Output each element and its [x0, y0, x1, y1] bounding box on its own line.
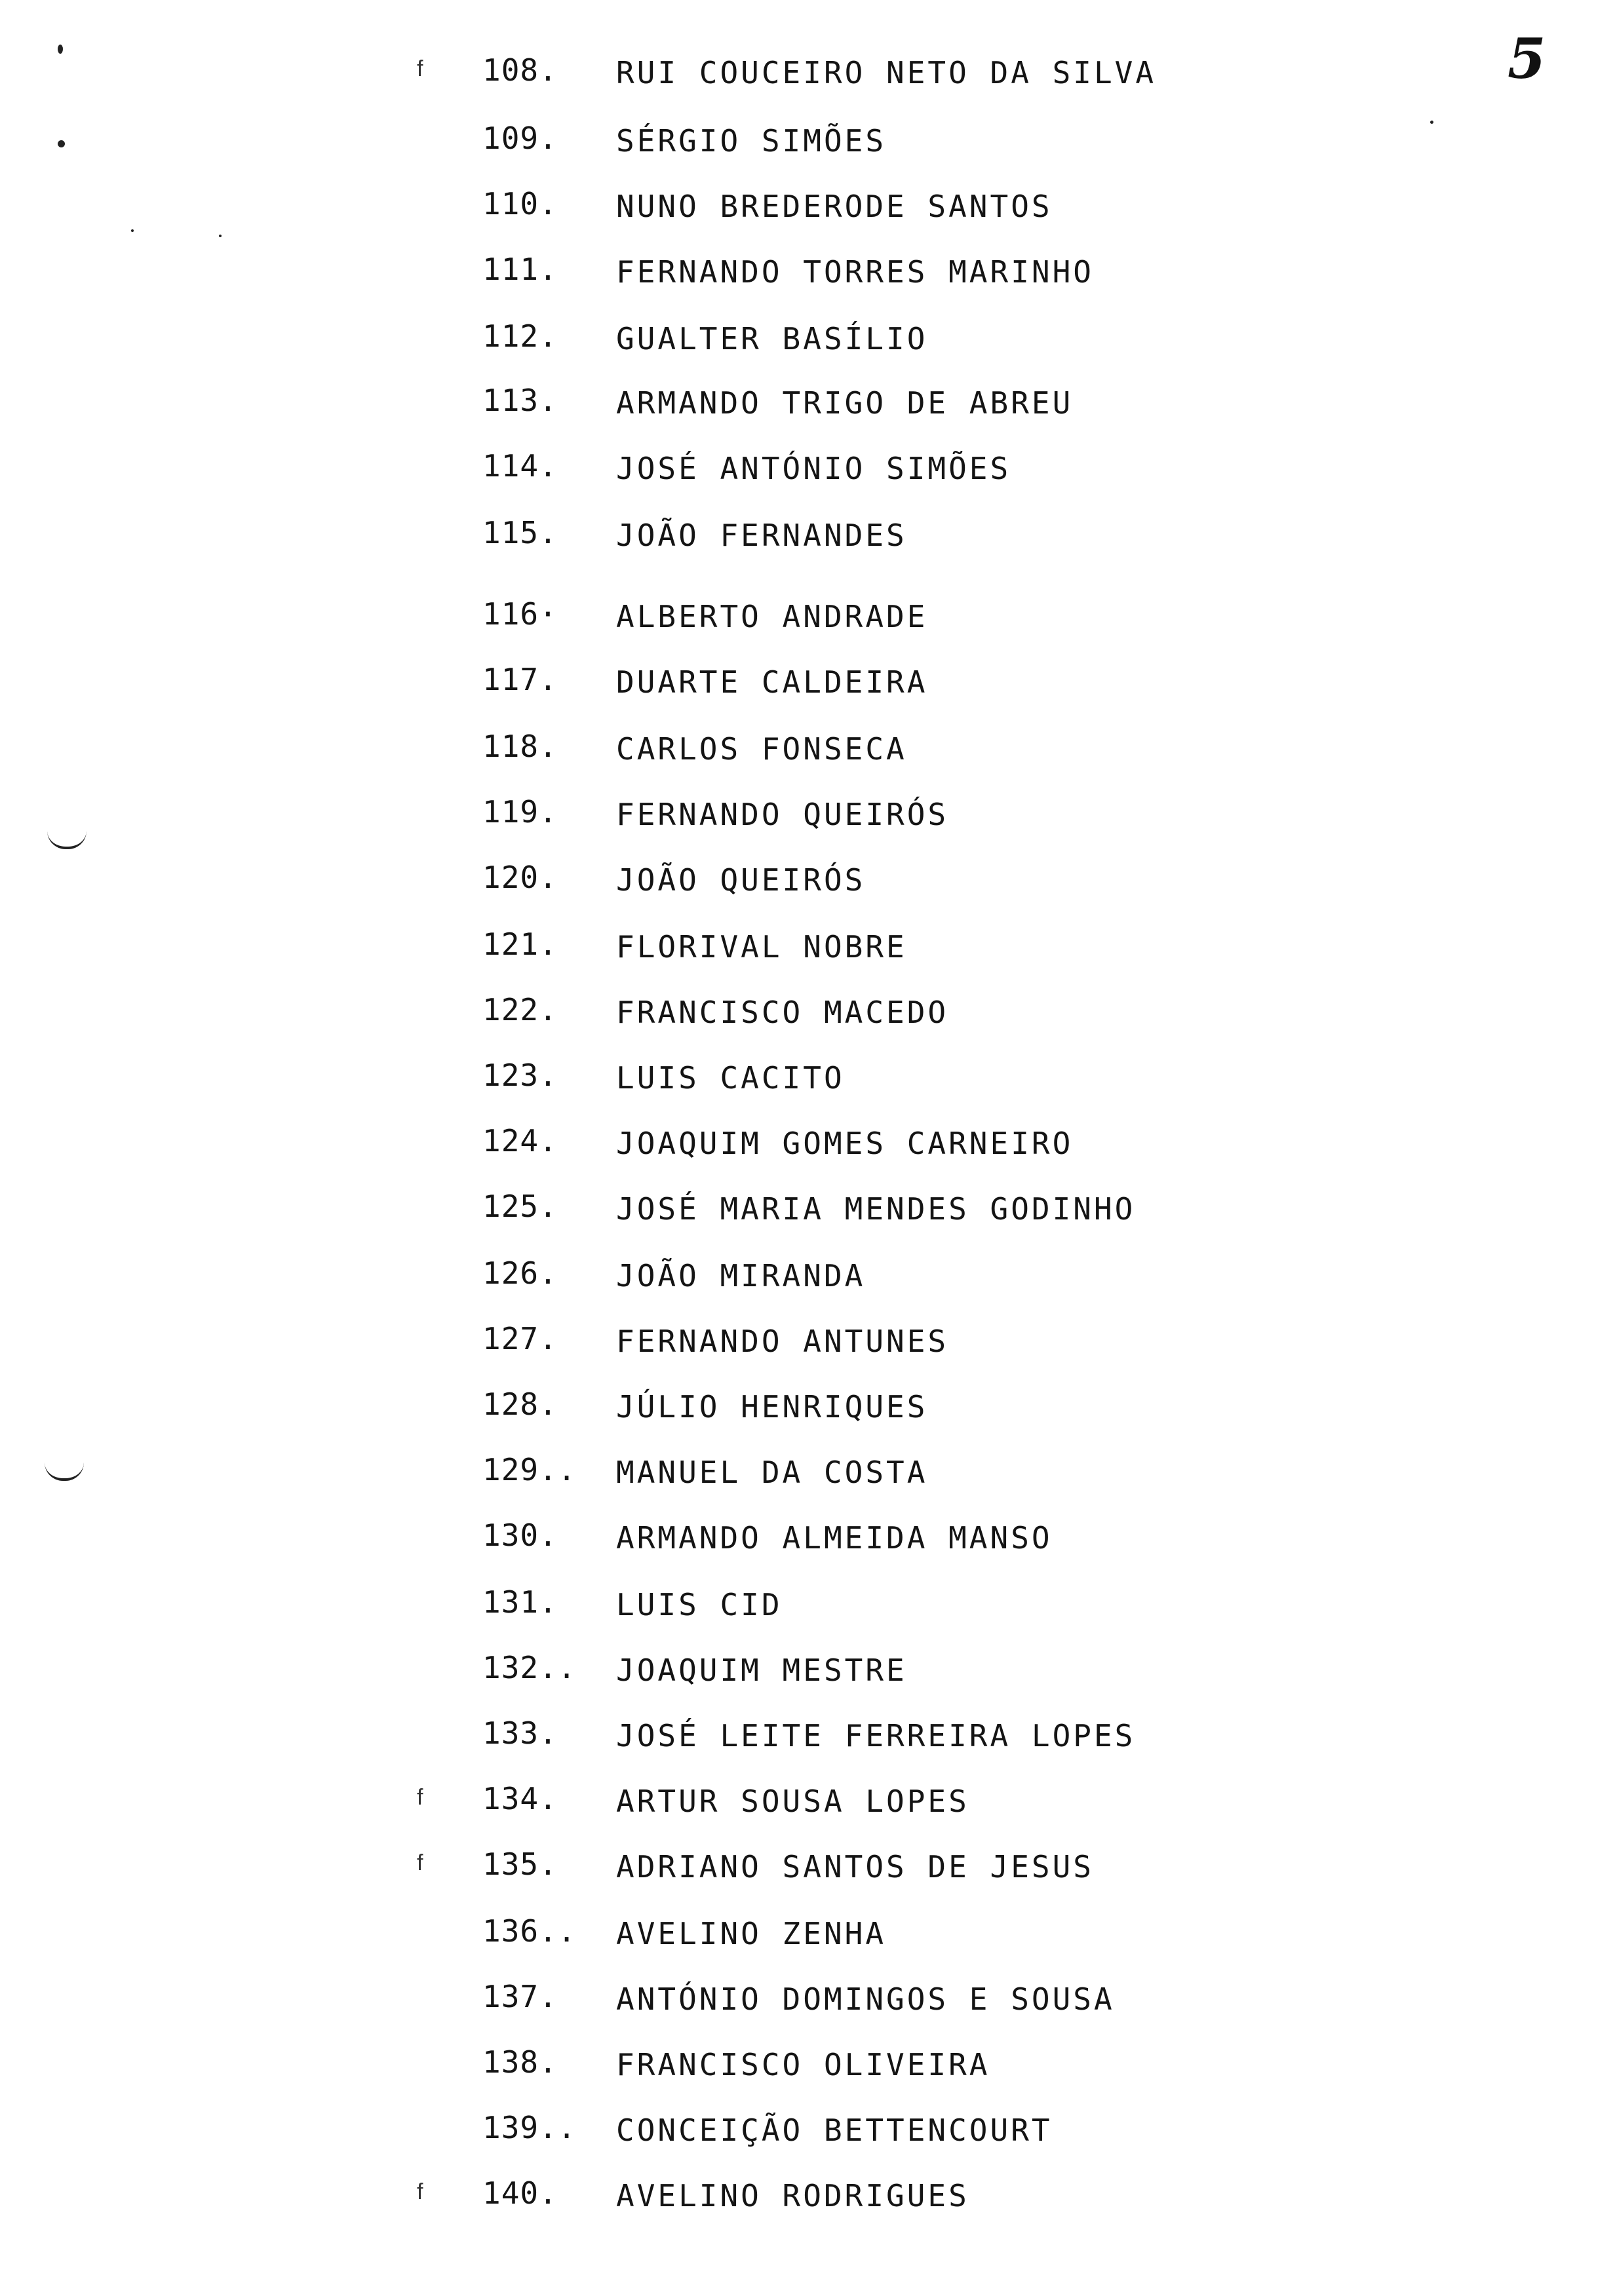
margin-annotation: f [417, 1785, 423, 1810]
list-item [0, 1518, 1615, 1577]
margin-annotation: f [417, 56, 423, 81]
entry-number: 133. [482, 1715, 558, 1751]
list-item [0, 1189, 1615, 1248]
list-item [0, 1452, 1615, 1511]
entry-name: RUI COUCEIRO NETO DA SILVA [616, 55, 1157, 90]
list-item [0, 1321, 1615, 1380]
entry-name: FERNANDO TORRES MARINHO [616, 254, 1094, 290]
entry-number: 120. [482, 860, 558, 895]
list-item [0, 1913, 1615, 1972]
entry-number: 110. [482, 186, 558, 221]
entry-number: 119. [482, 794, 558, 830]
entry-number: 140. [482, 2175, 558, 2211]
entry-name: AVELINO ZENHA [616, 1916, 887, 1951]
entry-name: FRANCISCO OLIVEIRA [616, 2047, 990, 2082]
list-item [0, 729, 1615, 788]
list-item [0, 448, 1615, 507]
entry-name: JOSÉ LEITE FERREIRA LOPES [616, 1718, 1136, 1753]
entry-name: ARTUR SOUSA LOPES [616, 1784, 969, 1819]
entry-number: 124. [482, 1123, 558, 1158]
list-item [0, 2175, 1615, 2234]
entry-number: 128. [482, 1387, 558, 1422]
margin-annotation: f [417, 2179, 423, 2204]
list-item [0, 927, 1615, 985]
entry-name: CARLOS FONSECA [616, 731, 907, 767]
entry-name: AVELINO RODRIGUES [616, 2178, 969, 2213]
list-item [0, 383, 1615, 442]
entry-name: FLORIVAL NOBRE [616, 929, 907, 965]
entry-name: DUARTE CALDEIRA [616, 664, 928, 700]
entry-name: ALBERTO ANDRADE [616, 599, 928, 634]
entry-name: MANUEL DA COSTA [616, 1455, 928, 1490]
list-item [0, 1781, 1615, 1840]
entry-number: 126. [482, 1255, 558, 1291]
list-item [0, 662, 1615, 721]
entry-name: SÉRGIO SIMÕES [616, 123, 887, 159]
entry-name: CONCEIÇÃO BETTENCOURT [616, 2113, 1053, 2148]
list-item [0, 1650, 1615, 1709]
entry-name: FERNANDO ANTUNES [616, 1324, 949, 1359]
entry-name: ARMANDO ALMEIDA MANSO [616, 1520, 1053, 1556]
entry-name: FERNANDO QUEIRÓS [616, 797, 949, 832]
entry-name: JOÃO MIRANDA [616, 1258, 866, 1293]
entry-name: ANTÓNIO DOMINGOS E SOUSA [616, 1981, 1115, 2017]
list-item [0, 1846, 1615, 1905]
entry-name: ADRIANO SANTOS DE JESUS [616, 1849, 1094, 1885]
entry-number: 115. [482, 515, 558, 550]
entry-number: 116· [482, 596, 558, 632]
entry-number: 112. [482, 318, 558, 354]
page-number: 5 [1508, 26, 1546, 91]
list-item [0, 2044, 1615, 2103]
entry-number: 113. [482, 383, 558, 418]
list-item [0, 1387, 1615, 1445]
entry-name: JOÃO FERNANDES [616, 518, 907, 553]
list-item [0, 1715, 1615, 1774]
entry-name: NUNO BREDERODE SANTOS [616, 189, 1053, 224]
entry-name: JÚLIO HENRIQUES [616, 1389, 928, 1425]
entry-number: 135. [482, 1846, 558, 1882]
entry-name: GUALTER BASÍLIO [616, 321, 928, 356]
entry-number: 130. [482, 1518, 558, 1553]
entry-name: JOÃO QUEIRÓS [616, 862, 866, 898]
entry-number: 122. [482, 992, 558, 1027]
entry-name: JOSÉ ANTÓNIO SIMÕES [616, 451, 1011, 486]
entry-number: 117. [482, 662, 558, 697]
list-item [0, 1979, 1615, 2038]
list-item [0, 318, 1615, 377]
entry-name: LUIS CID [616, 1587, 783, 1622]
entry-number: 131. [482, 1584, 558, 1620]
entry-number: 136.. [482, 1913, 577, 1949]
list-item [0, 2110, 1615, 2169]
entry-number: 127. [482, 1321, 558, 1356]
entry-number: 134. [482, 1781, 558, 1816]
entry-number: 118. [482, 729, 558, 764]
entry-name: JOAQUIM GOMES CARNEIRO [616, 1126, 1074, 1161]
list-item [0, 1584, 1615, 1643]
list-item [0, 860, 1615, 919]
list-item [0, 515, 1615, 574]
entry-number: 139.. [482, 2110, 577, 2145]
entry-name: JOAQUIM MESTRE [616, 1653, 907, 1688]
entry-number: 114. [482, 448, 558, 484]
entry-name: JOSÉ MARIA MENDES GODINHO [616, 1191, 1136, 1227]
entry-number: 109. [482, 121, 558, 156]
entry-number: 132.. [482, 1650, 577, 1685]
entry-number: 111. [482, 252, 558, 287]
list-item [0, 186, 1615, 245]
entry-name: FRANCISCO MACEDO [616, 995, 949, 1030]
list-item [0, 121, 1615, 180]
list-item [0, 794, 1615, 853]
list-item [0, 252, 1615, 311]
entry-number: 137. [482, 1979, 558, 2014]
list-item [0, 992, 1615, 1051]
list-item [0, 1255, 1615, 1314]
entry-name: ARMANDO TRIGO DE ABREU [616, 385, 1074, 421]
entry-number: 125. [482, 1189, 558, 1224]
entry-name: LUIS CACITO [616, 1060, 845, 1096]
entry-number: 138. [482, 2044, 558, 2080]
margin-annotation: f [417, 1850, 423, 1875]
list-item [0, 1123, 1615, 1182]
entry-number: 129.. [482, 1452, 577, 1487]
entry-number: 123. [482, 1058, 558, 1093]
list-item [0, 1058, 1615, 1117]
entry-number: 121. [482, 927, 558, 962]
entry-number: 108. [482, 52, 558, 88]
list-item [0, 596, 1615, 655]
list-item [0, 52, 1615, 111]
